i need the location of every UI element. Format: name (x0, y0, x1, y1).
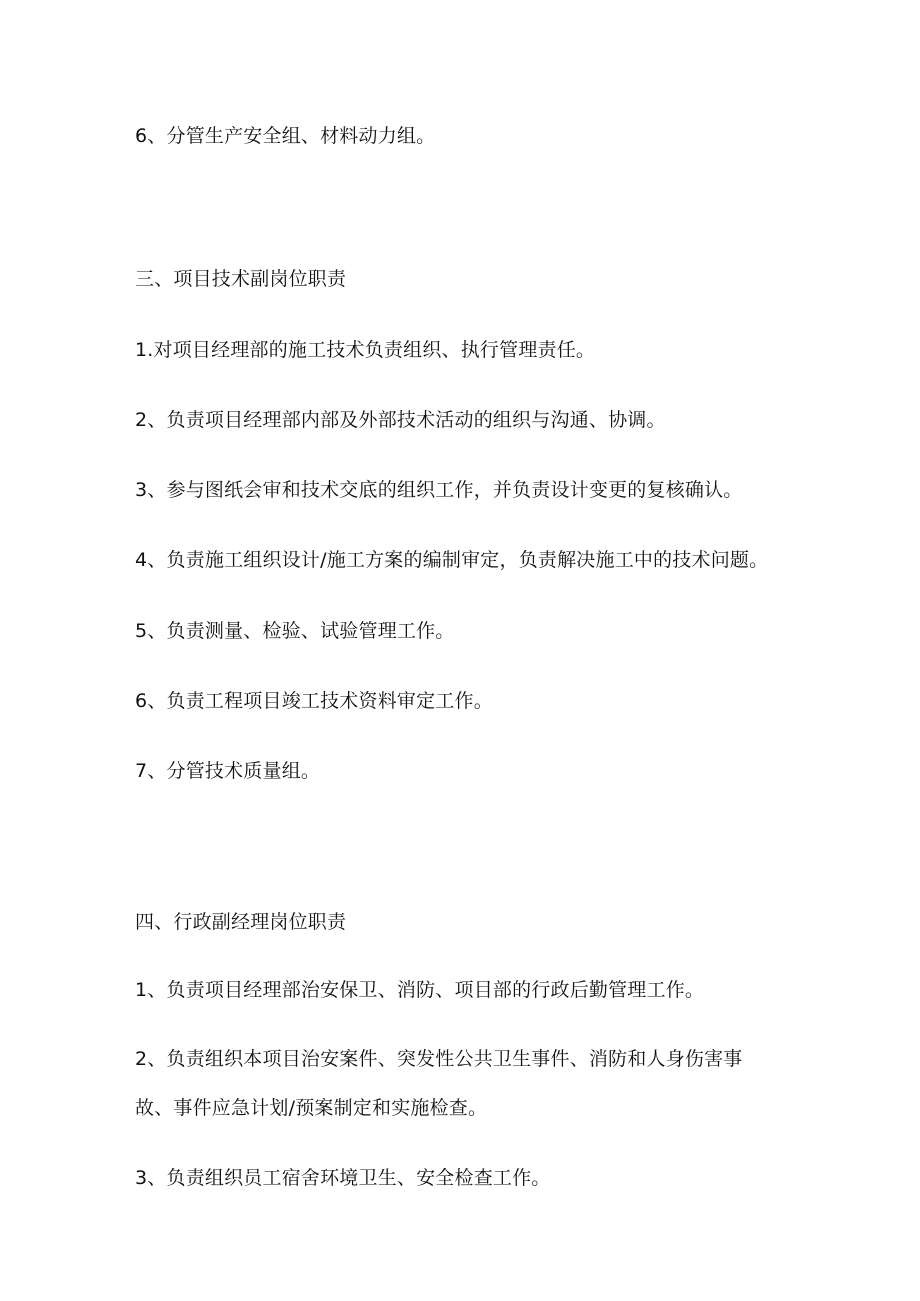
list-item: 2、负责组织本项目治安案件、突发性公共卫生事件、消防和人身伤害事 (135, 1048, 743, 1070)
list-item: 6、负责工程项目竣工技术资料审定工作。 (135, 690, 493, 712)
list-item: 6、分管生产安全组、材料动力组。 (135, 125, 436, 147)
list-item: 3、负责组织员工宿舍环境卫生、安全检查工作。 (135, 1167, 551, 1189)
list-item: 5、负责测量、检验、试验管理工作。 (135, 620, 455, 642)
list-item: 1.对项目经理部的施工技术负责组织、执行管理责任。 (135, 339, 596, 361)
list-item: 3、参与图纸会审和技术交底的组织工作，并负责设计变更的复核确认。 (135, 479, 743, 501)
section-heading: 四、行政副经理岗位职责 (135, 911, 347, 933)
list-item: 1、负责项目经理部治安保卫、消防、项目部的行政后勤管理工作。 (135, 979, 705, 1001)
list-item: 2、负责项目经理部内部及外部技术活动的组织与沟通、协调。 (135, 409, 666, 431)
list-item: 4、负责施工组织设计/施工方案的编制审定，负责解决施工中的技术问题。 (135, 549, 769, 571)
section-heading: 三、项目技术副岗位职责 (135, 268, 347, 290)
list-item: 7、分管技术质量组。 (135, 760, 321, 782)
list-item-continuation: 故、事件应急计划/预案制定和实施检查。 (135, 1097, 488, 1119)
